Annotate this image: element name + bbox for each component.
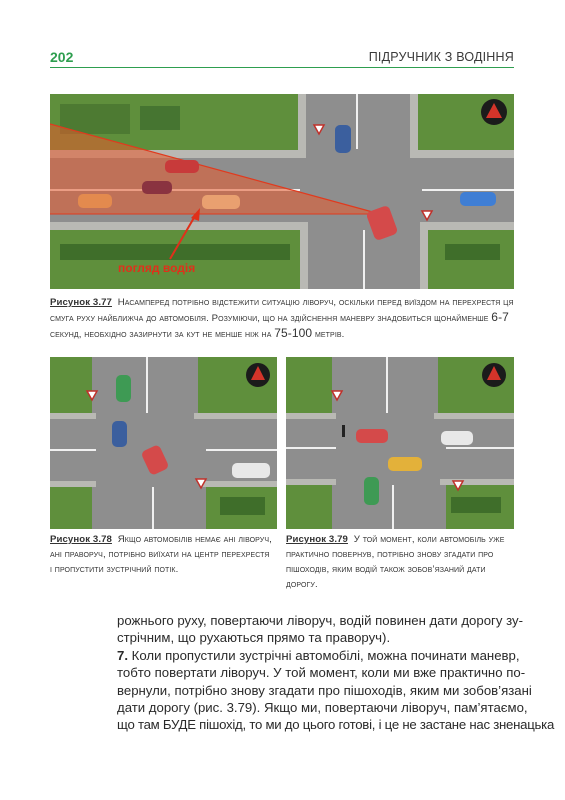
body-text xyxy=(117,612,555,734)
body-line-item-7 xyxy=(117,647,520,664)
figure-3-77-caption xyxy=(50,295,514,342)
figure-3-78-image xyxy=(50,357,277,529)
body-line-rest: Коли пропустили зустрічні автомобілі, можна починати маневр, xyxy=(131,647,520,663)
page-header xyxy=(50,47,514,68)
page-number: 202 xyxy=(50,49,74,65)
item-number: 7. xyxy=(117,647,128,663)
figure-3-77-text-part1: Насамперед потрібно відстежити ситуацію ліворуч, оскільки перед виїздом на перехрестя ця смуга руху найближча до автомобіля. Розуміючи, що на здійснення маневру знадобиться щонайменше xyxy=(50,297,514,324)
body-line: вернули, потрібно знову згадати про пішоходів, яким ми зобов’язані xyxy=(117,682,532,698)
figure-3-77-label: Рисунок 3.77 xyxy=(50,297,112,308)
figure-3-77-text-part2: секунд, необхідно зазирнути за кут не менше ніж на xyxy=(50,329,272,340)
figure-3-77-meters: 75-100 xyxy=(274,326,313,340)
intersection-illustration-wide xyxy=(50,94,514,289)
figure-3-79-label: Рисунок 3.79 xyxy=(286,534,348,545)
figure-3-78-label: Рисунок 3.78 xyxy=(50,534,112,545)
figure-3-77-image xyxy=(50,94,514,289)
body-line: дати дорогу (рис. 3.79). Якщо ми, повертаючи ліворуч, пам’ятаємо, xyxy=(117,700,528,716)
figure-3-79-caption xyxy=(286,532,514,592)
intersection-illustration-right xyxy=(286,357,514,529)
body-line: тобто повертати ліворуч. У той момент, коли ми вже практично по- xyxy=(117,665,526,681)
figure-3-79-image xyxy=(286,357,514,529)
body-line: рожнього руху, повертаючи ліворуч, водій повинен дати дорогу зу- xyxy=(117,613,523,628)
figure-3-78-caption xyxy=(50,532,272,577)
book-title: ПІДРУЧНИК З ВОДІННЯ xyxy=(368,50,514,64)
body-line: стрічним, що рухаються прямо та праворуч). xyxy=(117,630,391,646)
figure-3-78-text: Якщо автомобілів немає ані ліворуч, ані праворуч, потрібно виїхати на центр перехрестя і пропустити зустрічний потік. xyxy=(50,534,272,575)
figure-3-77-seconds: 6-7 xyxy=(491,310,509,324)
driver-view-label: погляд водія xyxy=(118,261,196,275)
intersection-illustration-left xyxy=(50,357,277,529)
figure-3-77-text-part3: метрів. xyxy=(314,329,345,340)
body-line: що там БУДЕ пішохід, то ми до цього готові, і це не застане нас зненацька xyxy=(117,717,555,733)
figure-3-79-text: У той момент, коли автомобіль уже практично повернув, потрібно знову згадати про пішоходів, яким водій також зобов’язаний дати дорогу. xyxy=(286,534,505,590)
